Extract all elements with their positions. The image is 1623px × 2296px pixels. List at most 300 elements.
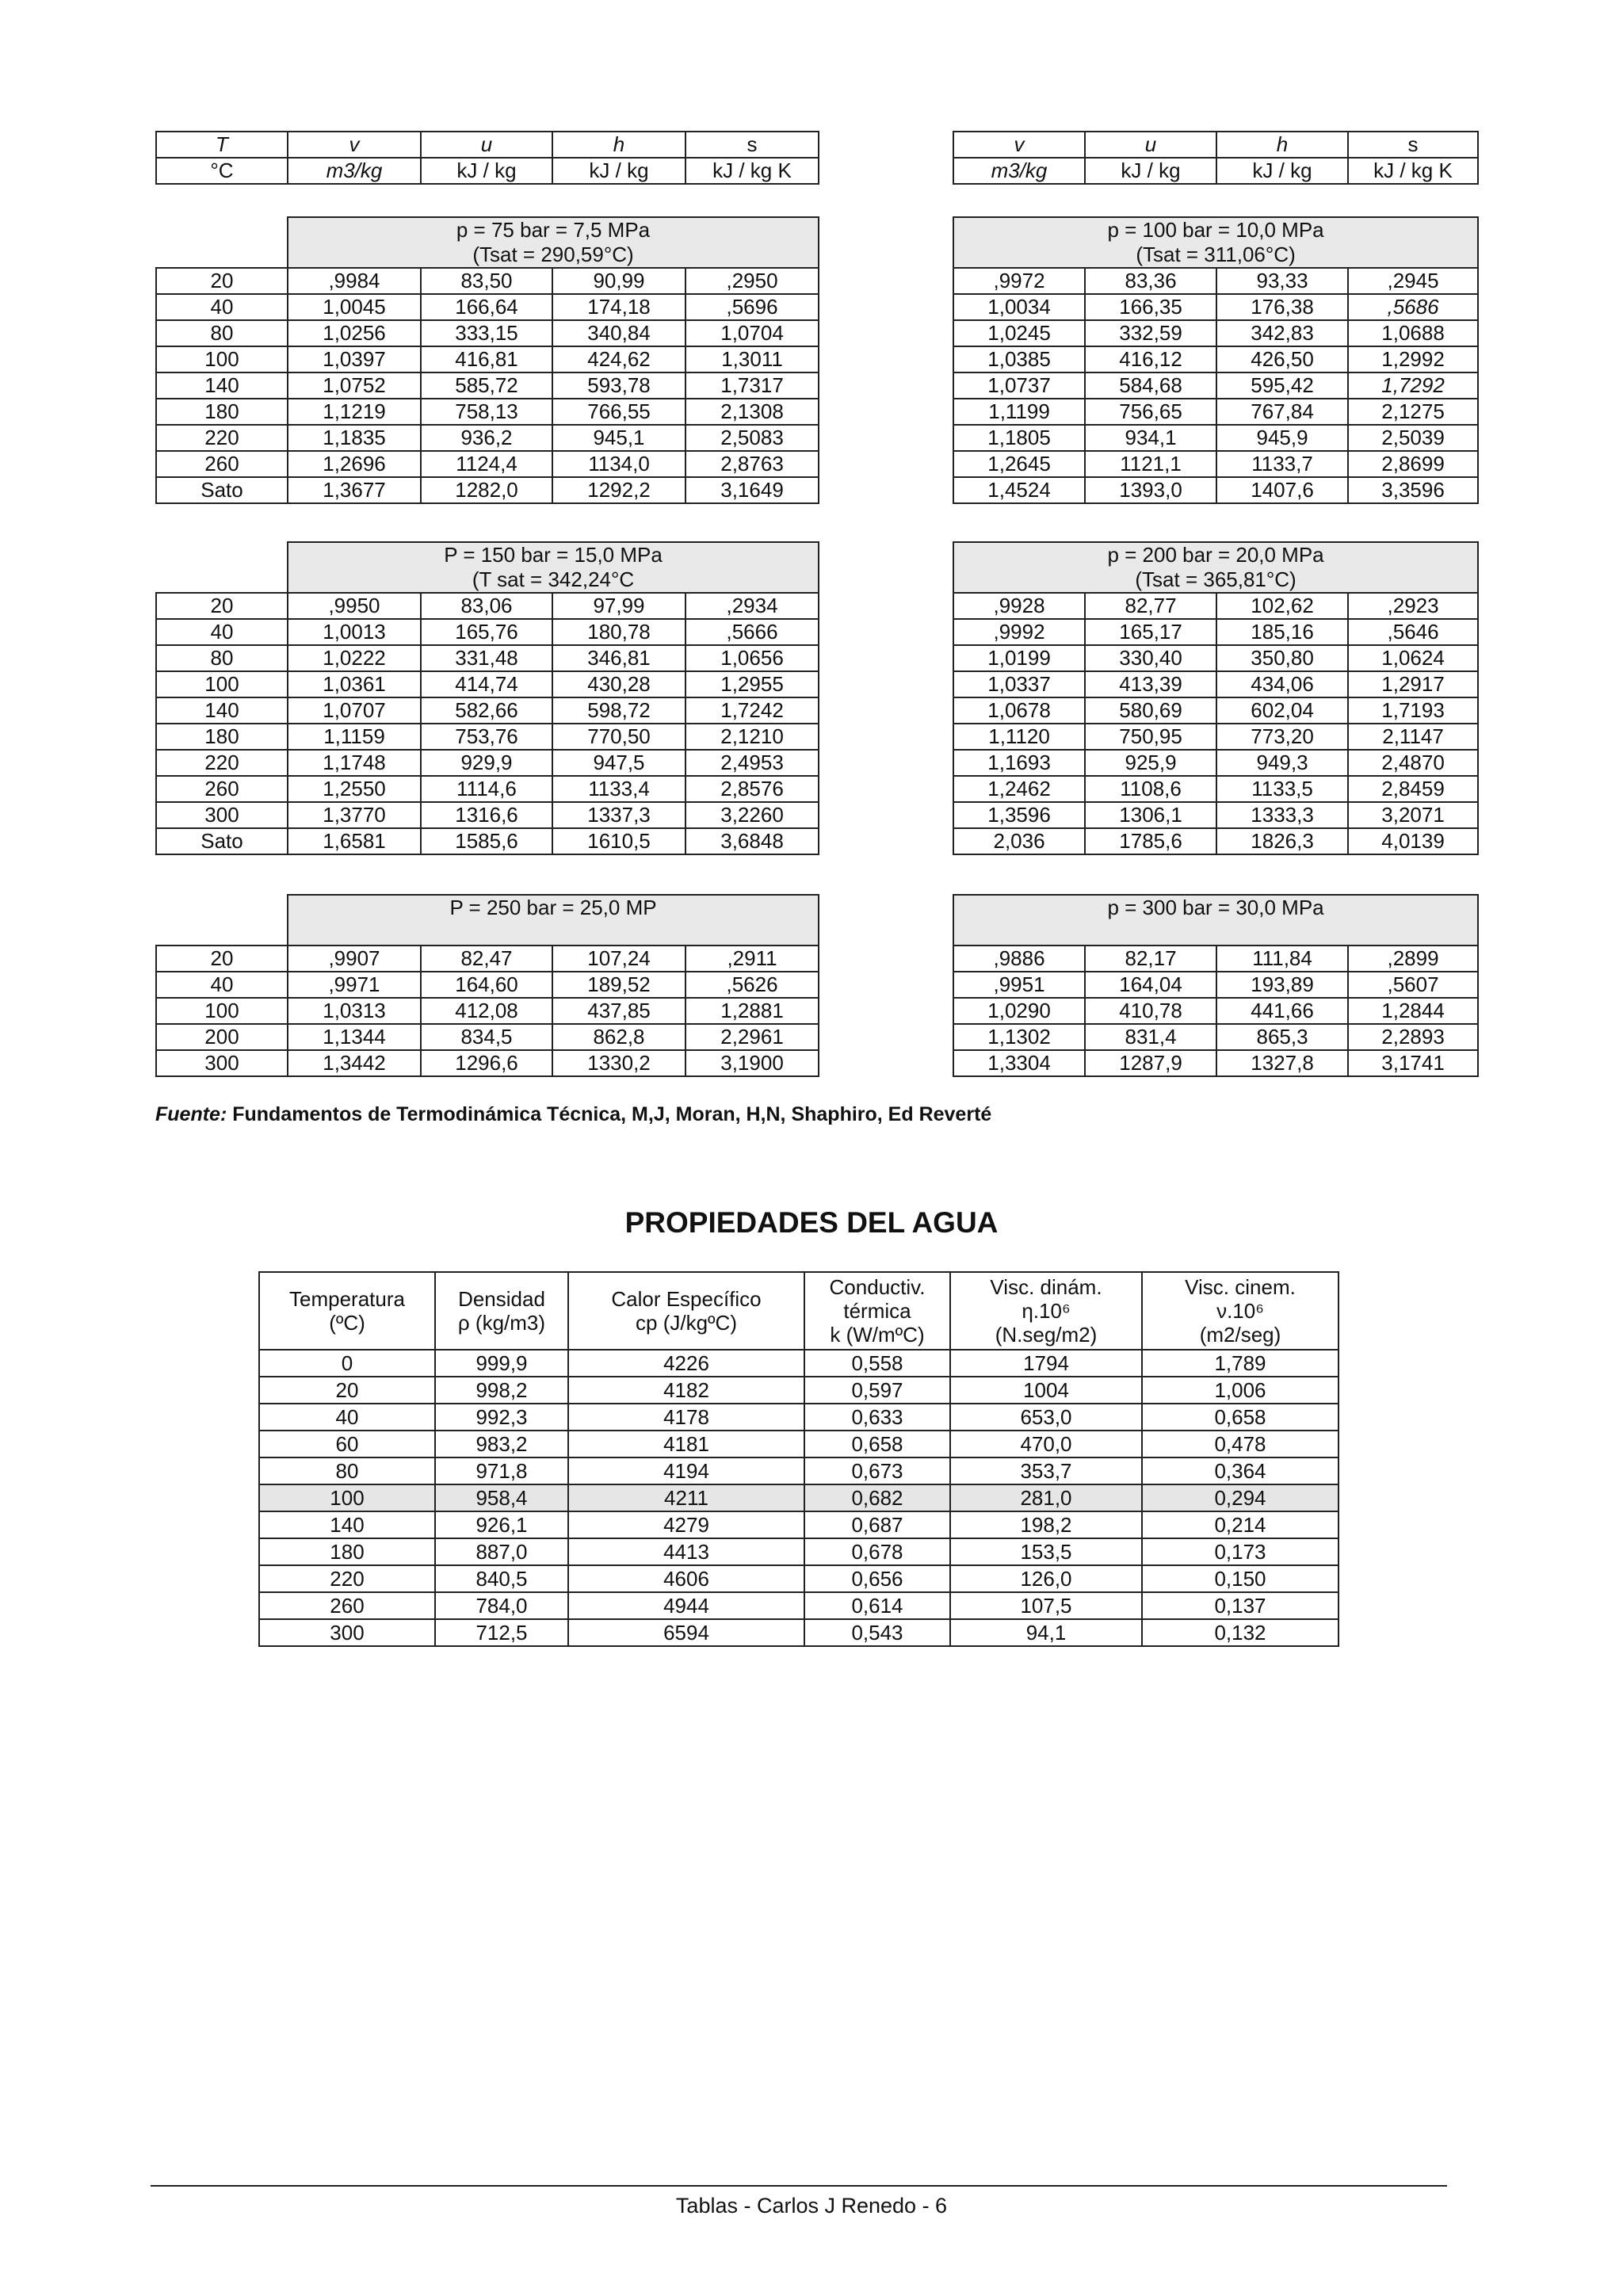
value-cell: 281,0: [950, 1484, 1142, 1511]
gap-cell: [819, 776, 953, 802]
table-row: [259, 1350, 1338, 1377]
value-cell: 1287,9: [1085, 1050, 1216, 1076]
gap-cell: [819, 802, 953, 828]
value-cell: 0,673: [804, 1457, 950, 1484]
value-cell: 164,04: [1085, 972, 1216, 998]
saturation-temperature: (Tsat = 365,81°C): [1135, 567, 1296, 591]
temperature-cell: 180: [156, 399, 288, 425]
header-cell: u: [1085, 132, 1216, 158]
gap-cell: [819, 542, 953, 593]
value-cell: 165,76: [421, 619, 552, 645]
value-cell: 1785,6: [1085, 828, 1216, 854]
value-cell: 97,99: [552, 593, 685, 619]
temperature-cell: 0: [259, 1350, 435, 1377]
temperature-cell: 60: [259, 1431, 435, 1457]
temperature-cell: 80: [156, 320, 288, 346]
value-cell: 82,47: [421, 946, 552, 972]
gap-cell: [819, 750, 953, 776]
value-cell: 2,8699: [1348, 451, 1478, 477]
gap-cell: [819, 132, 953, 158]
table-row: [156, 998, 1478, 1024]
value-cell: ,5646: [1348, 619, 1478, 645]
value-cell: 416,12: [1085, 346, 1216, 372]
temperature-cell: 300: [156, 802, 288, 828]
value-cell: 2,5083: [685, 425, 819, 451]
value-cell: 0,658: [804, 1431, 950, 1457]
saturation-temperature: (Tsat = 311,06°C): [1136, 243, 1296, 266]
value-cell: 111,84: [1216, 946, 1348, 972]
value-cell: 983,2: [435, 1431, 568, 1457]
value-cell: 94,1: [950, 1619, 1142, 1646]
water-header-cell: [804, 1272, 950, 1350]
value-cell: 1,0199: [953, 645, 1085, 671]
table-row: [259, 1377, 1338, 1404]
header-row-units: [156, 158, 1478, 184]
table-row: [259, 1565, 1338, 1592]
header-cell: kJ / kg: [1216, 158, 1348, 184]
value-cell: 165,17: [1085, 619, 1216, 645]
value-cell: 1,1805: [953, 425, 1085, 451]
value-cell: ,9928: [953, 593, 1085, 619]
value-cell: 1,0222: [288, 645, 421, 671]
value-cell: 0,150: [1142, 1565, 1338, 1592]
value-cell: 945,1: [552, 425, 685, 451]
value-cell: 424,62: [552, 346, 685, 372]
value-cell: 593,78: [552, 372, 685, 399]
value-cell: 1,0385: [953, 346, 1085, 372]
value-cell: 3,1649: [685, 477, 819, 503]
value-cell: 1,3596: [953, 802, 1085, 828]
value-cell: 1327,8: [1216, 1050, 1348, 1076]
gap-cell: [819, 671, 953, 697]
saturation-temperature: (T sat = 342,24°C: [472, 567, 635, 591]
value-cell: 1,0624: [1348, 645, 1478, 671]
temperature-cell: 300: [156, 1050, 288, 1076]
header-line: η.10⁶: [1022, 1299, 1071, 1323]
value-cell: 414,74: [421, 671, 552, 697]
header-row-symbols: [156, 132, 1478, 158]
value-cell: 0,678: [804, 1538, 950, 1565]
gap-cell: [819, 294, 953, 320]
value-cell: 1,0313: [288, 998, 421, 1024]
gap-cell: [819, 828, 953, 854]
value-cell: 1610,5: [552, 828, 685, 854]
value-cell: 712,5: [435, 1619, 568, 1646]
value-cell: 0,558: [804, 1350, 950, 1377]
table-row: [156, 294, 1478, 320]
value-cell: 831,4: [1085, 1024, 1216, 1050]
value-cell: 180,78: [552, 619, 685, 645]
value-cell: 410,78: [1085, 998, 1216, 1024]
value-cell: 416,81: [421, 346, 552, 372]
gap-cell: [819, 451, 953, 477]
value-cell: 1,0337: [953, 671, 1085, 697]
temperature-cell: 100: [259, 1484, 435, 1511]
gap-cell: [819, 619, 953, 645]
temperature-cell: 180: [259, 1538, 435, 1565]
value-cell: 350,80: [1216, 645, 1348, 671]
value-cell: 1,006: [1142, 1377, 1338, 1404]
value-cell: 2,8763: [685, 451, 819, 477]
table-row: [156, 645, 1478, 671]
table-row: [156, 372, 1478, 399]
temperature-cell: 40: [156, 972, 288, 998]
value-cell: 1,3011: [685, 346, 819, 372]
value-cell: 331,48: [421, 645, 552, 671]
temperature-cell: 80: [259, 1457, 435, 1484]
value-cell: ,9907: [288, 946, 421, 972]
value-cell: 582,66: [421, 697, 552, 724]
left-pressure-title: [288, 542, 819, 593]
temperature-cell: 100: [156, 671, 288, 697]
value-cell: 340,84: [552, 320, 685, 346]
value-cell: 166,64: [421, 294, 552, 320]
value-cell: 958,4: [435, 1484, 568, 1511]
value-cell: 0,656: [804, 1565, 950, 1592]
value-cell: ,2950: [685, 268, 819, 294]
header-cell: v: [953, 132, 1085, 158]
value-cell: 1,2844: [1348, 998, 1478, 1024]
header-cell: s: [685, 132, 819, 158]
pressure-table: [155, 216, 1479, 504]
pressure-title-row: [156, 895, 1478, 946]
gap-cell: [819, 946, 953, 972]
value-cell: 934,1: [1085, 425, 1216, 451]
temperature-cell: 220: [156, 425, 288, 451]
value-cell: 936,2: [421, 425, 552, 451]
gap-cell: [819, 268, 953, 294]
table-row: [259, 1457, 1338, 1484]
value-cell: 2,036: [953, 828, 1085, 854]
value-cell: 0,137: [1142, 1592, 1338, 1619]
value-cell: ,9950: [288, 593, 421, 619]
value-cell: 174,18: [552, 294, 685, 320]
value-cell: 949,3: [1216, 750, 1348, 776]
header-line: Calor Específico: [611, 1287, 762, 1311]
header-cell: kJ / kg: [1085, 158, 1216, 184]
header-cell: v: [288, 132, 421, 158]
temperature-cell: Sato: [156, 477, 288, 503]
value-cell: 4944: [568, 1592, 804, 1619]
water-properties-title: PROPIEDADES DEL AGUA: [624, 1206, 999, 1239]
table-row: [156, 268, 1478, 294]
value-cell: 1133,7: [1216, 451, 1348, 477]
value-cell: 1,1748: [288, 750, 421, 776]
gap-cell: [819, 998, 953, 1024]
value-cell: 1,0678: [953, 697, 1085, 724]
value-cell: 753,76: [421, 724, 552, 750]
value-cell: 1,7193: [1348, 697, 1478, 724]
value-cell: 1,2696: [288, 451, 421, 477]
temperature-cell: 40: [259, 1404, 435, 1431]
value-cell: 1,0397: [288, 346, 421, 372]
gap-cell: [819, 724, 953, 750]
gap-cell: [819, 372, 953, 399]
value-cell: ,9984: [288, 268, 421, 294]
units-header-table: [155, 131, 1479, 185]
value-cell: 1,2955: [685, 671, 819, 697]
water-header-cell: [950, 1272, 1142, 1350]
saturation-temperature: (Tsat = 290,59°C): [472, 243, 634, 266]
value-cell: 0,132: [1142, 1619, 1338, 1646]
value-cell: 750,95: [1085, 724, 1216, 750]
water-header-cell: [259, 1272, 435, 1350]
value-cell: 770,50: [552, 724, 685, 750]
gap-cell: [819, 593, 953, 619]
value-cell: 82,77: [1085, 593, 1216, 619]
header-line: cp (J/kgºC): [636, 1311, 737, 1335]
value-cell: 0,633: [804, 1404, 950, 1431]
value-cell: 2,8576: [685, 776, 819, 802]
header-cell: h: [552, 132, 685, 158]
table-row: [156, 671, 1478, 697]
value-cell: 1133,5: [1216, 776, 1348, 802]
value-cell: 992,3: [435, 1404, 568, 1431]
value-cell: 430,28: [552, 671, 685, 697]
header-line: (N.seg/m2): [995, 1323, 1098, 1347]
value-cell: 2,1147: [1348, 724, 1478, 750]
gap-cell: [819, 697, 953, 724]
value-cell: 1,3442: [288, 1050, 421, 1076]
value-cell: 4211: [568, 1484, 804, 1511]
gap-cell: [819, 346, 953, 372]
temperature-cell: 300: [259, 1619, 435, 1646]
value-cell: 580,69: [1085, 697, 1216, 724]
blank-cell: [156, 895, 288, 946]
table-row: [259, 1619, 1338, 1646]
value-cell: 1,0707: [288, 697, 421, 724]
value-cell: 1407,6: [1216, 477, 1348, 503]
saturation-temperature: [288, 920, 818, 945]
header-line: Visc. cinem.: [1185, 1275, 1296, 1299]
value-cell: 1,1199: [953, 399, 1085, 425]
value-cell: 0,687: [804, 1511, 950, 1538]
value-cell: ,9972: [953, 268, 1085, 294]
table-row: [156, 399, 1478, 425]
table-row: [156, 697, 1478, 724]
header-line: (m2/seg): [1199, 1323, 1281, 1347]
value-cell: 0,597: [804, 1377, 950, 1404]
value-cell: 887,0: [435, 1538, 568, 1565]
value-cell: 1,2917: [1348, 671, 1478, 697]
table-row: [156, 320, 1478, 346]
value-cell: 1124,4: [421, 451, 552, 477]
temperature-cell: 80: [156, 645, 288, 671]
temperature-cell: 140: [156, 372, 288, 399]
value-cell: ,2923: [1348, 593, 1478, 619]
value-cell: 756,65: [1085, 399, 1216, 425]
gap-cell: [819, 158, 953, 184]
header-cell: m3/kg: [288, 158, 421, 184]
value-cell: 1393,0: [1085, 477, 1216, 503]
value-cell: 185,16: [1216, 619, 1348, 645]
value-cell: 0,543: [804, 1619, 950, 1646]
pressure-label: p = 75 bar = 7,5 MPa: [456, 218, 651, 242]
value-cell: 3,3596: [1348, 477, 1478, 503]
value-cell: 1292,2: [552, 477, 685, 503]
value-cell: 926,1: [435, 1511, 568, 1538]
value-cell: ,2899: [1348, 946, 1478, 972]
header-line: k (W/mºC): [830, 1323, 925, 1347]
footer-rule: [151, 2185, 1447, 2187]
value-cell: 153,5: [950, 1538, 1142, 1565]
header-cell: s: [1348, 132, 1478, 158]
value-cell: 353,7: [950, 1457, 1142, 1484]
temperature-cell: 100: [156, 346, 288, 372]
value-cell: 1,0752: [288, 372, 421, 399]
value-cell: 1,2550: [288, 776, 421, 802]
temperature-cell: 20: [156, 946, 288, 972]
value-cell: 93,33: [1216, 268, 1348, 294]
value-cell: 4194: [568, 1457, 804, 1484]
temperature-cell: 100: [156, 998, 288, 1024]
value-cell: 1316,6: [421, 802, 552, 828]
source-note: [155, 1103, 991, 1126]
value-cell: 1,3304: [953, 1050, 1085, 1076]
value-cell: 107,5: [950, 1592, 1142, 1619]
value-cell: 998,2: [435, 1377, 568, 1404]
gap-cell: [819, 972, 953, 998]
value-cell: 2,2893: [1348, 1024, 1478, 1050]
header-line: ρ (kg/m3): [457, 1311, 546, 1335]
value-cell: 1,4524: [953, 477, 1085, 503]
table-row: [259, 1484, 1338, 1511]
value-cell: 1,1120: [953, 724, 1085, 750]
value-cell: ,9886: [953, 946, 1085, 972]
value-cell: 1121,1: [1085, 451, 1216, 477]
gap-cell: [819, 645, 953, 671]
water-header-cell: [1142, 1272, 1338, 1350]
value-cell: 784,0: [435, 1592, 568, 1619]
value-cell: 584,68: [1085, 372, 1216, 399]
value-cell: 2,1308: [685, 399, 819, 425]
temperature-cell: 200: [156, 1024, 288, 1050]
value-cell: 1,1344: [288, 1024, 421, 1050]
value-cell: 865,3: [1216, 1024, 1348, 1050]
value-cell: ,9971: [288, 972, 421, 998]
value-cell: 1,3677: [288, 477, 421, 503]
value-cell: 0,173: [1142, 1538, 1338, 1565]
value-cell: 1,2992: [1348, 346, 1478, 372]
value-cell: 0,214: [1142, 1511, 1338, 1538]
page-footer: Tablas - Carlos J Renedo - 6: [675, 2194, 948, 2218]
value-cell: 1,0688: [1348, 320, 1478, 346]
header-cell: kJ / kg K: [1348, 158, 1478, 184]
value-cell: 840,5: [435, 1565, 568, 1592]
table-row: [259, 1404, 1338, 1431]
value-cell: 1,0361: [288, 671, 421, 697]
value-cell: ,5696: [685, 294, 819, 320]
value-cell: 1,0256: [288, 320, 421, 346]
header-cell: °C: [156, 158, 288, 184]
value-cell: 1,0656: [685, 645, 819, 671]
temperature-cell: 20: [259, 1377, 435, 1404]
value-cell: 1,1159: [288, 724, 421, 750]
temperature-cell: 20: [156, 268, 288, 294]
value-cell: 947,5: [552, 750, 685, 776]
table-row: [259, 1592, 1338, 1619]
value-cell: 164,60: [421, 972, 552, 998]
table-row: [156, 972, 1478, 998]
value-cell: 346,81: [552, 645, 685, 671]
table-row: [156, 619, 1478, 645]
value-cell: ,2945: [1348, 268, 1478, 294]
value-cell: 126,0: [950, 1565, 1142, 1592]
value-cell: 2,1275: [1348, 399, 1478, 425]
value-cell: 4182: [568, 1377, 804, 1404]
value-cell: 1282,0: [421, 477, 552, 503]
value-cell: ,2911: [685, 946, 819, 972]
value-cell: 1,1835: [288, 425, 421, 451]
value-cell: 0,478: [1142, 1431, 1338, 1457]
value-cell: ,2934: [685, 593, 819, 619]
value-cell: 1133,4: [552, 776, 685, 802]
value-cell: 1,2645: [953, 451, 1085, 477]
value-cell: 1,1693: [953, 750, 1085, 776]
table-row: [156, 1050, 1478, 1076]
value-cell: 1,0045: [288, 294, 421, 320]
table-row: [156, 1024, 1478, 1050]
value-cell: 4178: [568, 1404, 804, 1431]
value-cell: 0,658: [1142, 1404, 1338, 1431]
value-cell: 1,0245: [953, 320, 1085, 346]
table-row: [259, 1511, 1338, 1538]
header-line: Visc. dinám.: [990, 1275, 1102, 1299]
value-cell: 1,7292: [1348, 372, 1478, 399]
water-properties-table: [258, 1271, 1339, 1647]
pressure-table: [155, 541, 1479, 855]
value-cell: 2,4953: [685, 750, 819, 776]
value-cell: 83,50: [421, 268, 552, 294]
header-line: Conductiv.: [829, 1275, 926, 1299]
value-cell: 82,17: [1085, 946, 1216, 972]
value-cell: 1585,6: [421, 828, 552, 854]
header-cell: h: [1216, 132, 1348, 158]
water-header-cell: [568, 1272, 804, 1350]
value-cell: 4606: [568, 1565, 804, 1592]
header-line: térmica: [843, 1299, 911, 1323]
value-cell: 925,9: [1085, 750, 1216, 776]
value-cell: 2,2961: [685, 1024, 819, 1050]
source-label: Fuente:: [155, 1103, 227, 1125]
water-header-row: [259, 1272, 1338, 1350]
value-cell: 1,7317: [685, 372, 819, 399]
temperature-cell: 260: [156, 776, 288, 802]
value-cell: 971,8: [435, 1457, 568, 1484]
value-cell: 1,0290: [953, 998, 1085, 1024]
temperature-cell: 140: [156, 697, 288, 724]
temperature-cell: 40: [156, 619, 288, 645]
temperature-cell: Sato: [156, 828, 288, 854]
value-cell: 767,84: [1216, 399, 1348, 425]
value-cell: 342,83: [1216, 320, 1348, 346]
header-cell: m3/kg: [953, 158, 1085, 184]
right-pressure-title: [953, 895, 1478, 946]
value-cell: 999,9: [435, 1350, 568, 1377]
value-cell: ,9951: [953, 972, 1085, 998]
value-cell: 6594: [568, 1619, 804, 1646]
value-cell: 107,24: [552, 946, 685, 972]
value-cell: 0,682: [804, 1484, 950, 1511]
pressure-title-row: [156, 217, 1478, 268]
value-cell: 83,36: [1085, 268, 1216, 294]
value-cell: 1296,6: [421, 1050, 552, 1076]
value-cell: 333,15: [421, 320, 552, 346]
value-cell: 193,89: [1216, 972, 1348, 998]
value-cell: 1,0704: [685, 320, 819, 346]
temperature-cell: 220: [259, 1565, 435, 1592]
value-cell: 1,789: [1142, 1350, 1338, 1377]
